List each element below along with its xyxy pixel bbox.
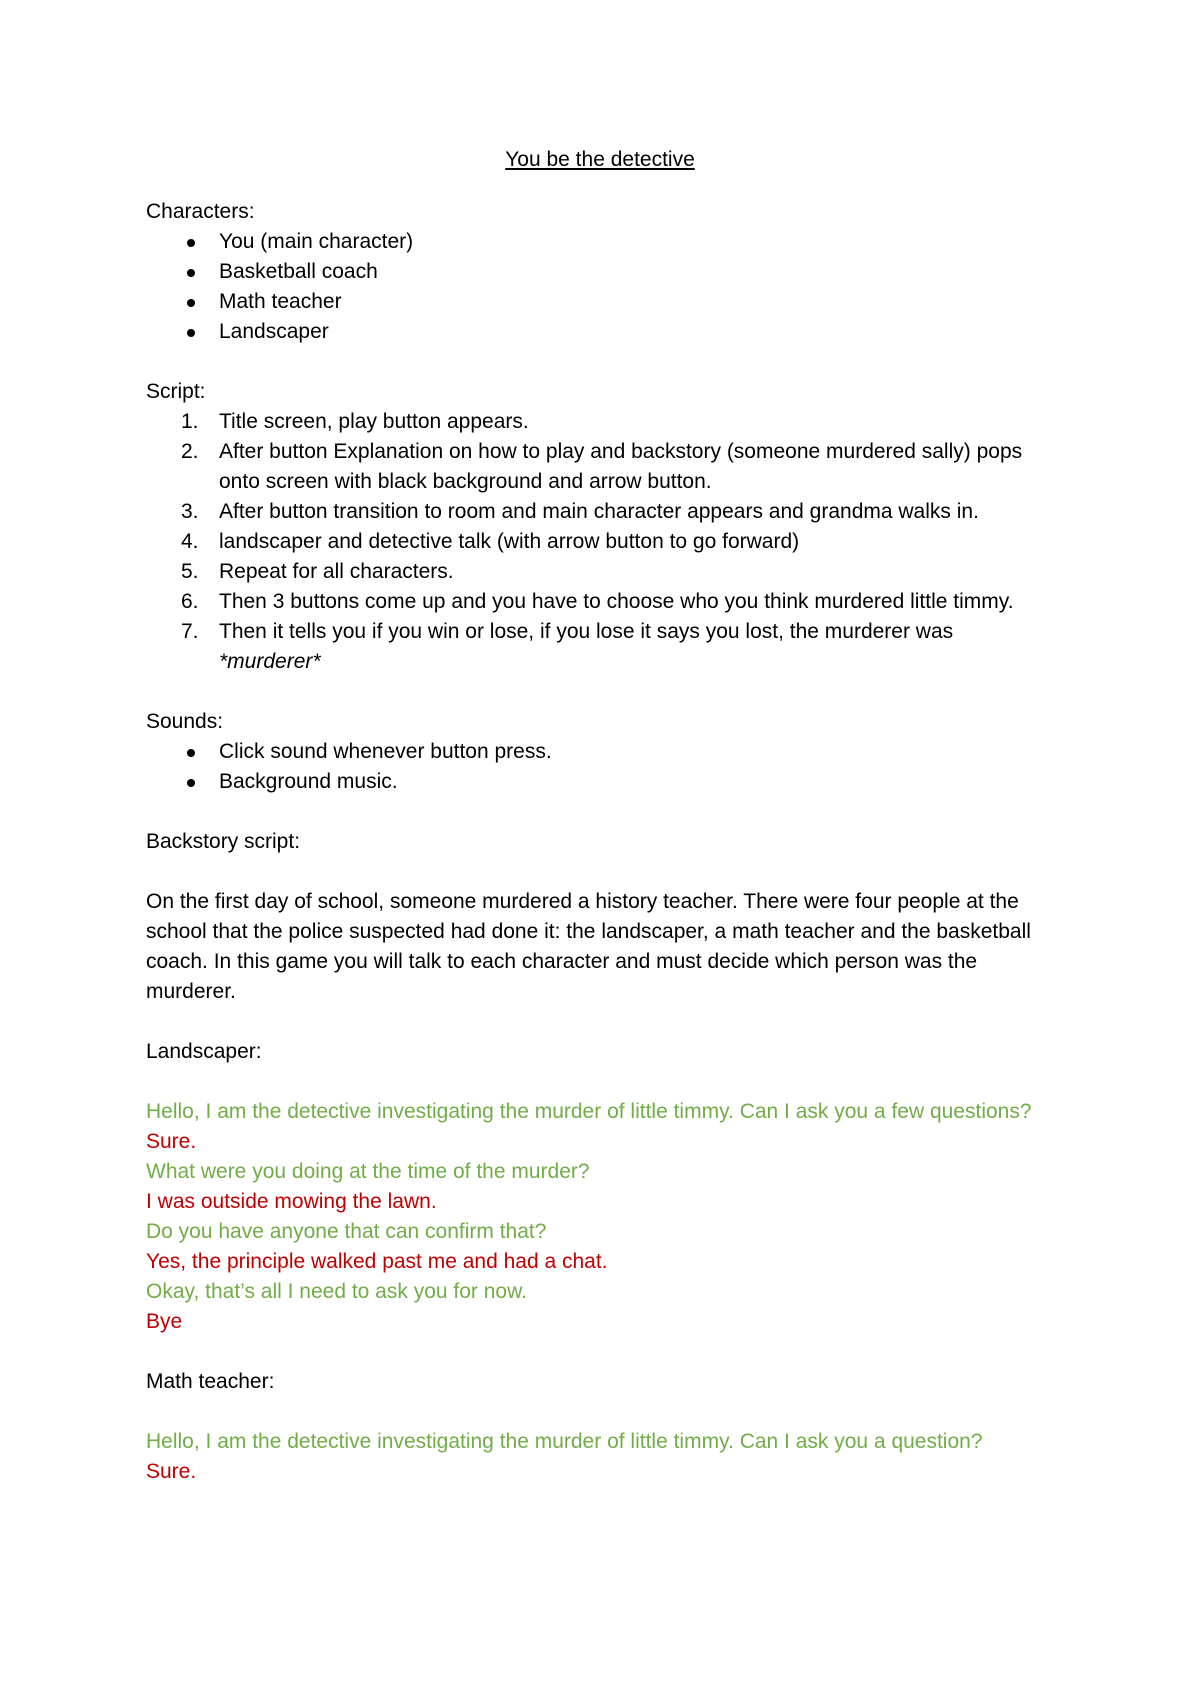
sounds-list bbox=[146, 737, 1066, 797]
step-text: After button transition to room and main character appears and grandma walks in. bbox=[219, 500, 979, 523]
list-item: Background music. bbox=[146, 767, 1066, 797]
math-teacher-dialogue bbox=[146, 1427, 1066, 1487]
dialogue-line: Yes, the principle walked past me and had a chat. bbox=[146, 1250, 608, 1273]
sounds-heading: Sounds: bbox=[146, 710, 224, 733]
step-number: 6. bbox=[181, 590, 199, 613]
dialogue-line: Sure. bbox=[146, 1130, 197, 1153]
list-item bbox=[146, 407, 1066, 437]
dialogue-line: What were you doing at the time of the murder? bbox=[146, 1160, 590, 1183]
step-number: 3. bbox=[181, 500, 199, 523]
list-item bbox=[146, 557, 1066, 587]
step-text: Then 3 buttons come up and you have to choose who you think murdered little timmy. bbox=[219, 590, 1014, 613]
landscaper-dialogue bbox=[146, 1097, 1066, 1337]
math-teacher-heading: Math teacher: bbox=[146, 1370, 275, 1393]
list-item bbox=[146, 527, 1066, 557]
list-item: Basketball coach bbox=[146, 257, 1066, 287]
list-item: Click sound whenever button press. bbox=[146, 737, 1066, 767]
list-item: You (main character) bbox=[146, 227, 1066, 257]
dialogue-line: Sure. bbox=[146, 1460, 197, 1483]
list-item bbox=[146, 587, 1066, 617]
step-text: After button Explanation on how to play and backstory (someone murdered sally) pops onto screen with black background and arrow button. bbox=[219, 440, 1023, 493]
murderer-placeholder: *murderer* bbox=[219, 650, 321, 673]
step-number: 7. bbox=[181, 620, 199, 643]
list-item bbox=[146, 497, 1066, 527]
step-number: 5. bbox=[181, 560, 199, 583]
step-text: Title screen, play button appears. bbox=[219, 410, 529, 433]
step-text: Repeat for all characters. bbox=[219, 560, 454, 583]
step-number: 1. bbox=[181, 410, 199, 433]
list-item bbox=[146, 617, 1066, 677]
step-number: 2. bbox=[181, 440, 199, 463]
script-steps bbox=[146, 407, 1066, 677]
document-body bbox=[146, 145, 1066, 1487]
dialogue-line: I was outside mowing the lawn. bbox=[146, 1190, 437, 1213]
step-text: landscaper and detective talk (with arrow button to go forward) bbox=[219, 530, 800, 553]
dialogue-line: Okay, that’s all I need to ask you for now. bbox=[146, 1280, 527, 1303]
characters-list bbox=[146, 227, 1066, 347]
step-text: Then it tells you if you win or lose, if you lose it says you lost, the murderer was bbox=[219, 620, 954, 643]
step-number: 4. bbox=[181, 530, 199, 553]
document-title: You be the detective bbox=[505, 148, 695, 171]
script-heading: Script: bbox=[146, 380, 206, 403]
landscaper-heading: Landscaper: bbox=[146, 1040, 262, 1063]
list-item bbox=[146, 437, 1066, 497]
backstory-heading: Backstory script: bbox=[146, 830, 301, 853]
dialogue-line: Hello, I am the detective investigating the murder of little timmy. Can I ask you a question? bbox=[146, 1430, 983, 1453]
dialogue-line: Hello, I am the detective investigating the murder of little timmy. Can I ask you a few questions? bbox=[146, 1100, 1032, 1123]
dialogue-line: Bye bbox=[146, 1310, 183, 1333]
list-item: Math teacher bbox=[146, 287, 1066, 317]
characters-heading: Characters: bbox=[146, 200, 255, 223]
backstory-paragraph: On the first day of school, someone murdered a history teacher. There were four people at the school that the police suspected had done it: the landscaper, a math teacher and the basketball coach. In this game you will talk to each character and must decide which person was the murderer. bbox=[146, 890, 1031, 1003]
list-item: Landscaper bbox=[146, 317, 1066, 347]
dialogue-line: Do you have anyone that can confirm that? bbox=[146, 1220, 547, 1243]
